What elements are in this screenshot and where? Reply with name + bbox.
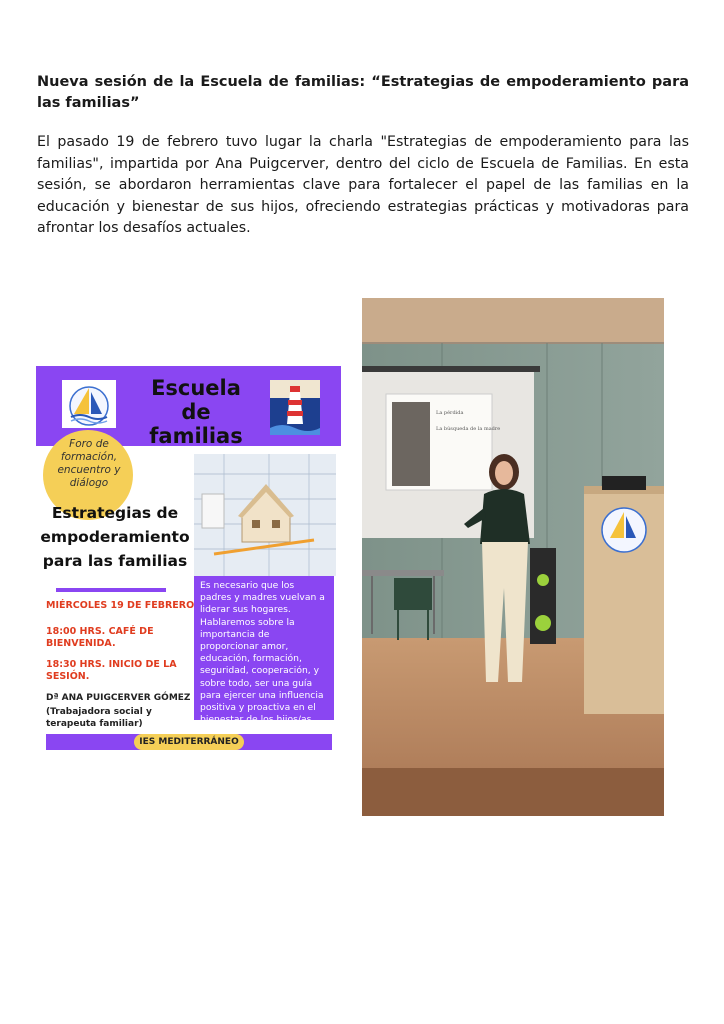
poster-footer: [46, 734, 332, 750]
poster-school-label: IES MEDITERRÁNEO: [134, 734, 244, 750]
slide-line-1: La pérdida: [436, 410, 464, 416]
poster-cafe: 18:00 HRS. CAFÉ DE BIENVENIDA.: [46, 626, 154, 649]
poster-description: Es necesario que los padres y madres vuelvan a liderar sus hogares. Hablaremos sobre la importancia de proporcionar amor, educación, formación, seguridad, cooperación, y sobre todo, ser una guía para ejercer una influencia positiva y proactiva en el bienestar de los hijos/as.: [194, 576, 334, 720]
poster-inicio: 18:30 HRS. INICIO DE LA SESIÓN.: [46, 659, 177, 682]
poster-title-line-2: de: [181, 400, 211, 424]
slide-line-2: La búsqueda de la madre: [436, 426, 501, 432]
school-logo-icon: [62, 380, 116, 428]
poster-foro-text: Foro de formación, encuentro y diálogo: [57, 438, 121, 489]
poster-subtitle-line-2: empoderamiento: [40, 528, 190, 546]
lighthouse-logo-icon: [270, 380, 320, 435]
article-title: Nueva sesión de la Escuela de familias: “Estrategias de empoderamiento para las familias”: [37, 74, 689, 111]
poster-speaker: Dª ANA PUIGCERVER GÓMEZ: [46, 693, 191, 703]
house-model-icon: [194, 454, 336, 576]
poster-date: MIÉRCOLES 19 DE FEBRERO: [46, 600, 195, 611]
poster-divider: [56, 588, 166, 592]
poster-title-line-1: Escuela: [151, 376, 241, 400]
poster-subtitle-line-3: para las familias: [42, 552, 188, 570]
poster-event-info: [46, 600, 196, 730]
poster-speaker-role: (Trabajadora social y terapeuta familiar): [46, 707, 152, 729]
poster-subtitle-line-1: Estrategias de: [51, 504, 179, 522]
event-photo: [362, 298, 664, 816]
article-body: El pasado 19 de febrero tuvo lugar la charla "Estrategias de empoderamiento para las familias", impartida por Ana Puigcerver, dentro del ciclo de Escuela de Familias. En esta sesión, se abordaron herramientas clave para fortalecer el papel de las familias en la educación y bienestar de sus hijos, ofreciendo estrategias prácticas y motivadoras para afrontar los desafíos actuales.: [37, 134, 689, 236]
event-poster: [36, 366, 342, 752]
poster-title-line-3: familias: [149, 424, 243, 448]
poster-title: [132, 376, 260, 448]
poster-subtitle: [36, 501, 194, 573]
